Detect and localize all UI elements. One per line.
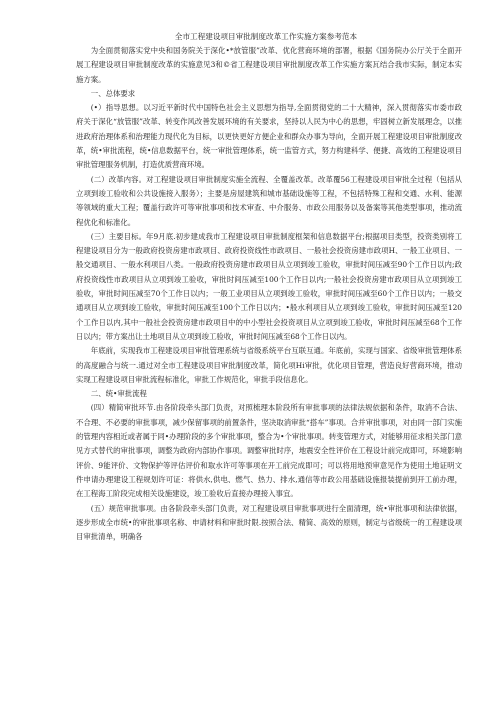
section-heading-general-requirements: 一、总体要求	[90, 88, 136, 98]
section-heading-unified-process: 二、统•审批流程	[90, 389, 147, 399]
paragraph-main-goals: (三）主要目标。年9月底.初步建成我市工程建设项目审批制度框架和信息数据平台;根据项目类型，投资类别将工程建设项目分为一般政府投资房建市政项目、政府投资线性市政项目、一般社会投资房建市政项H、一般工业项目、一般交通项目、一般水利项目八类。一般政府投资房建市政项目从立项到竣工验收，审批时间压减至90个工作日以内;政府投资线性市政项目从立项到竣工验收，审批时间压减至100个工作日以内;一般社会投资房建市政项目从立项到竣工验收，审批时间压减至70个工作日以内；一般工业项目从立项到竣工验收，审批时间压减至60个工作日以内；一般交通项目从立项到竣工验收，审批时间压减至100个工作日以内；•般水利项目从立项到竣工验收，审批时间压减至120个工作日以内,其中一般社会投资房建市政项目中的中小型社会投资项目从立项到竣工验收，审批时间压减至68个工作日以内；带方案出让土地项目从立项到竣工验收，审批时间压减至68个工作日以内。	[76, 231, 462, 341]
paragraph-year-end-targets: 年底前，实现我市工程建设项目审批管理系统与省级系统平台互联互通。年底前，实现与国家、省级审批管理体系的高度融合与统一.通过对全市工程建设项目审批制度改革，简化项Hi审批，优化项目管理，营造良好营商环境，推动实现工程建设项目审批流程标准化，审批工作规范化，审批手段信息化。	[76, 346, 462, 384]
paragraph-guiding-ideology: (•）指导思想。以习近平新时代中国特色社会主义思想为指导,全面贯彻党的二十大精神，深入贯彻落实市委市政府关于深化“放管服”改革、转变作风改善发展环境的有关要求，坚持以人民为中心的思想，牢固树立新发展理念，以推进政府治理体系和治理能力现代化为目标，以更快更好方便企业和群众办事为导向，全面开展工程建设项目审批制度改革，统•审批流程，统•信息数据平台，统一审批管理体系，统一监管方式，努力构建科学、便捷、高效的工程建设项目审批管理服务机制，打造优质营商环境。	[76, 103, 462, 170]
paragraph-standardize-items: (五）规范审批事项。由各阶段牵头部门负责，对工程建设项目审批事项进行全面清理，统•审批事项和法律依据，逐步形成全市统•的审批事项名称、申请材料和审批时限.按照合法、精简、高效的原则，制定与省级统一的工程建设项目审批清单，明确各	[76, 503, 462, 542]
paragraph-reform-content: (二）改革内容。对工程建设项目审批制度实施全流程、全覆盖改革。改革覆56工程建设项目审批全过程（包括从立项到竣工验收和公共设施接入服务）；主要是房屋建筑和城市基础设施等工程，不包括特殊工程和交通、水利、能源等领域的重大工程；覆盖行政许可等审批事项和技术审查、中介服务、市政公用服务以及备案等其他类型事项，推动流程优化和标准化。	[76, 174, 462, 227]
document-title: 全市工程建设项目审批制度改革工作实施方案参考范本	[174, 32, 358, 41]
intro-paragraph: 为全面贯彻落实党中央和国务院关于深化•*放管服”改革、优化营商环境的部署，根据《国务院办公厅关于全面开展工程建设项目审批制度改革的实施意见3和©省工程建设项目审批制度改革工作实施方案瓦结合我市实际，制定本实施方案。	[76, 46, 462, 84]
paragraph-streamline-steps: (四）精简审批环节.由各阶段牵头部门负责，对照梳理本阶段所有审批事项的法律法规依据和条件，取消不合法、不合理、不必要的审批事项，减少保留事项的前置条件，坚决取消审批“搭车”事项。合并审批事项，对由同一部门实施的管理内容相近或者属于同•办理阶段的多个审批事项，整合为•个审批事项。转变管理方式，对能够用征求相关部门意见方式替代的审批事项，调整为政府内部协作事项。调整审批时序，地震安全性评价在工程设计前完成即可，环境影响评价、9能评价、文物保护等评估评价和取水许可等事项在开工前完成即可；可以将用地预审意见作为使用土地证明文件申请办理建设工程规划许可证：将供水,供电、燃气、热力、排水,通信等市政公用基础设施报装提前到开工前办理，在工程海工阶段完成相关设施建设，竣工验收后直接办理接入事宜。	[76, 403, 462, 499]
